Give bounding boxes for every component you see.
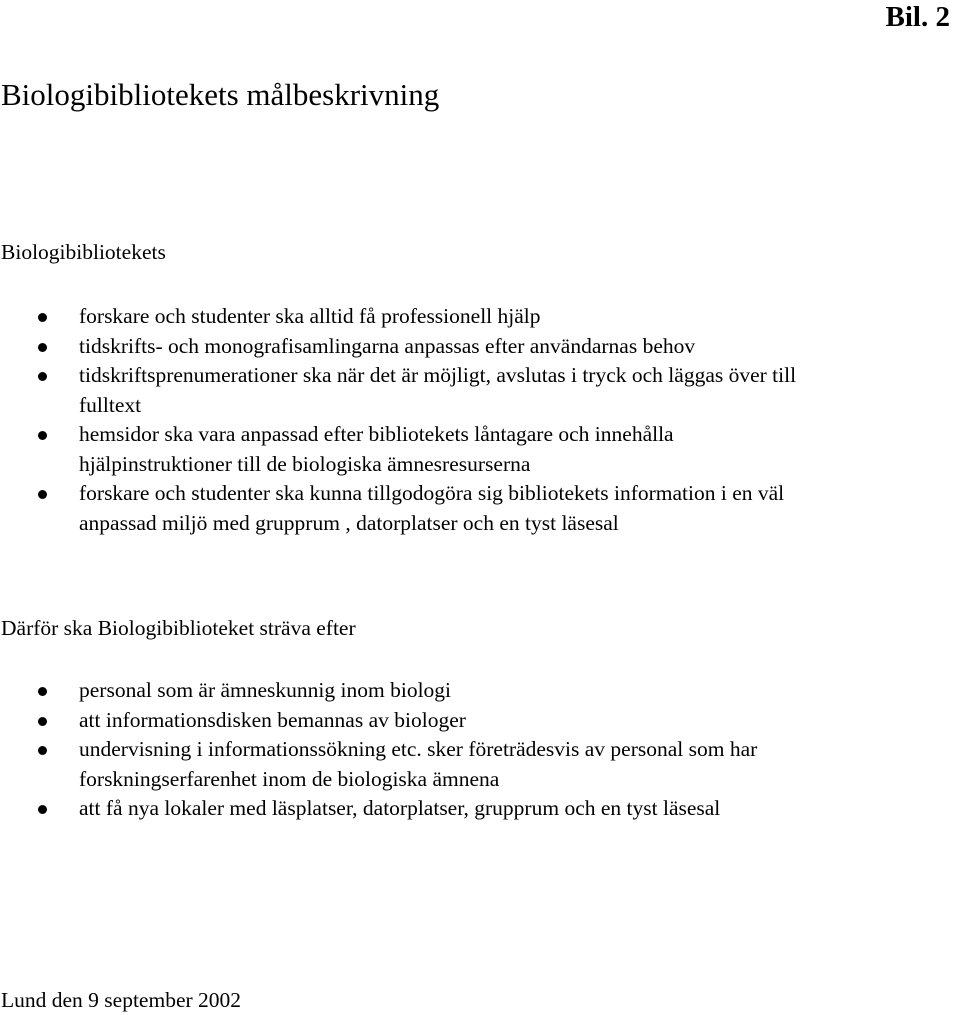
- bullet-icon: [38, 490, 47, 499]
- bullet-icon: [38, 372, 47, 381]
- list-item-line: undervisning i informationssökning etc. sker företrädesvis av personal som har: [79, 737, 758, 761]
- list-item-line: fulltext: [79, 392, 142, 417]
- goals-list: [0, 302, 960, 538]
- list-item: [0, 332, 960, 362]
- date-line: Lund den 9 september 2002: [1, 988, 242, 1012]
- document-title: Biologibibliotekets målbeskrivning: [1, 77, 440, 112]
- list-item-line: hemsidor ska vara anpassad efter bibliotekets låntagare och innehålla: [79, 422, 674, 446]
- bullet-icon: [38, 717, 47, 726]
- list-item: [0, 420, 960, 479]
- list-item-line: att informationsdisken bemannas av biologer: [79, 707, 466, 732]
- list-item-line: forskare och studenter ska alltid få professionell hjälp: [79, 304, 541, 328]
- list-item: [0, 794, 960, 824]
- list-item-line: tidskriftsprenumerationer ska när det är möjligt, avslutas i tryck och läggas över till: [79, 363, 797, 387]
- strive-list: [0, 676, 960, 824]
- list-item-line: anpassad miljö med grupprum , datorplatser och en tyst läsesal: [79, 510, 619, 535]
- list-item: [0, 676, 960, 706]
- list-item-line: forskningserfarenhet inom de biologiska ämnena: [79, 766, 500, 791]
- attachment-label: Bil. 2: [885, 1, 950, 33]
- bullet-icon: [38, 431, 47, 440]
- bullet-icon: [38, 746, 47, 755]
- section-intro-strive: Därför ska Biologibiblioteket sträva efter: [1, 616, 356, 640]
- bullet-icon: [38, 343, 47, 352]
- list-item-line: att få nya lokaler med läsplatser, datorplatser, grupprum och en tyst läsesal: [79, 796, 721, 820]
- list-item-line: tidskrifts- och monografisamlingarna anpassas efter användarnas behov: [79, 333, 696, 358]
- list-item: [0, 361, 960, 420]
- list-item: [0, 302, 960, 332]
- list-item: [0, 735, 960, 794]
- list-item-line: hjälpinstruktioner till de biologiska ämnesresurserna: [79, 451, 531, 476]
- bullet-icon: [38, 313, 47, 322]
- list-item: [0, 479, 960, 538]
- list-item: [0, 706, 960, 736]
- bullet-icon: [38, 687, 47, 696]
- section-intro-goals: Biologibibliotekets: [1, 240, 166, 264]
- bullet-icon: [38, 805, 47, 814]
- list-item-line: forskare och studenter ska kunna tillgodogöra sig bibliotekets information i en väl: [79, 481, 785, 505]
- list-item-line: personal som är ämneskunnig inom biologi: [79, 678, 452, 702]
